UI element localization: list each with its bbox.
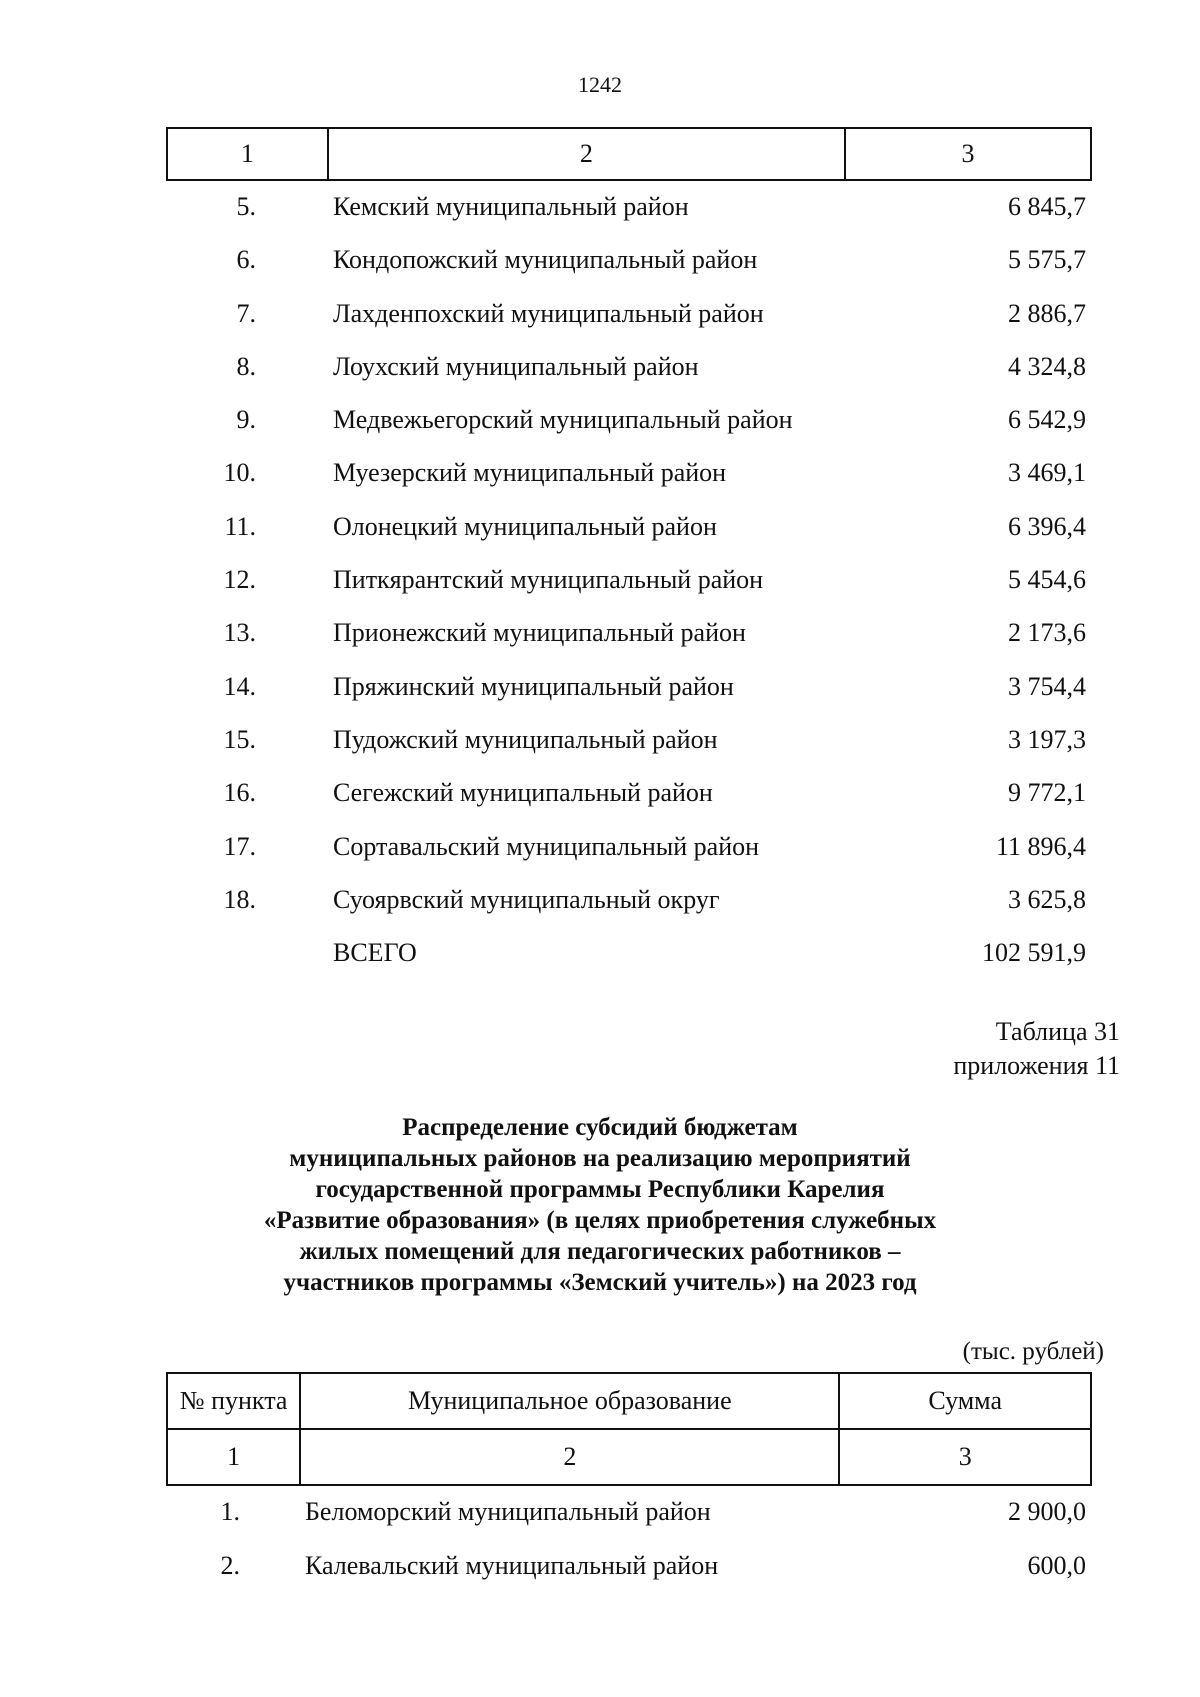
row-municipality: Муезерский муниципальный район (333, 458, 727, 488)
row-municipality: Сортавальский муниципальный район (333, 831, 760, 861)
row-amount: 5 454,6 (1008, 565, 1086, 595)
table-row (0, 618, 1200, 671)
row-amount: 6 542,9 (1008, 405, 1086, 435)
row-amount: 9 772,1 (1008, 778, 1086, 808)
row-amount: 2 886,7 (1008, 298, 1086, 328)
table-row (0, 1497, 1200, 1551)
row-amount: 3 625,8 (1008, 884, 1086, 914)
header-sum: Сумма (839, 1373, 1091, 1429)
title-line: «Развитие образования» (в целях приобретения служебных (263, 1207, 937, 1234)
header-col-2: 2 (328, 128, 845, 180)
row-number: 1. (220, 1497, 240, 1526)
row-amount: 11 896,4 (995, 831, 1086, 861)
header-col-1: 1 (167, 128, 328, 180)
row-municipality: Кемский муниципальный район (333, 192, 689, 221)
row-number: 14. (223, 671, 256, 701)
table-row (0, 405, 1200, 458)
row-number: 15. (223, 724, 256, 754)
row-municipality: Сегежский муниципальный район (333, 778, 713, 808)
table2-header (166, 1372, 1092, 1486)
row-amount: 6 845,7 (1008, 192, 1086, 221)
row-amount: 2 900,0 (1008, 1497, 1086, 1526)
row-number: 7. (236, 298, 256, 328)
row-amount: 6 396,4 (1008, 511, 1086, 541)
header-col-3: 3 (845, 128, 1091, 180)
row-number: 9. (236, 405, 256, 435)
table-row (0, 352, 1200, 405)
row-number: 8. (236, 351, 256, 381)
row-number: 10. (223, 458, 256, 488)
table-row (0, 672, 1200, 725)
continued-table-header (166, 127, 1092, 181)
row-amount: 4 324,8 (1008, 351, 1086, 381)
table-row (0, 458, 1200, 511)
table-row (0, 832, 1200, 885)
row-number: 12. (223, 565, 256, 595)
title-line: государственной программы Республики Карелия (315, 1176, 885, 1203)
row-municipality: Суоярвский муниципальный округ (333, 884, 720, 914)
row-number: 18. (223, 884, 256, 914)
row-number: 2. (220, 1551, 240, 1580)
row-number: 13. (223, 618, 256, 648)
title-line: жилых помещений для педагогических работников – (299, 1238, 901, 1265)
row-municipality: Калевальский муниципальный район (305, 1551, 719, 1580)
row-municipality: Медвежьегорский муниципальный район (333, 405, 793, 435)
row-amount: 102 591,9 (982, 938, 1086, 968)
caption-line-1: Таблица 31 (995, 1017, 1120, 1046)
table-row (0, 725, 1200, 778)
row-municipality: Прионежский муниципальный район (333, 618, 746, 648)
row-municipality: Пудожский муниципальный район (333, 724, 718, 754)
row-municipality: Кондопожский муниципальный район (333, 245, 758, 275)
row-number: 11. (224, 511, 256, 541)
row-number: 6. (236, 245, 256, 275)
table-row (0, 1551, 1200, 1605)
numbering-col-3: 3 (839, 1429, 1091, 1485)
title-line: участников программы «Земский учитель») на 2023 год (283, 1269, 917, 1296)
row-amount: 3 469,1 (1008, 458, 1086, 488)
numbering-col-2: 2 (300, 1429, 839, 1485)
row-amount: 3 754,4 (1008, 671, 1086, 701)
header-no: № пункта (167, 1373, 300, 1429)
row-amount: 3 197,3 (1008, 724, 1086, 754)
title-line: муниципальных районов на реализацию мероприятий (289, 1145, 911, 1172)
page-number: 1242 (578, 72, 622, 97)
row-amount: 2 173,6 (1008, 618, 1086, 648)
row-number: 16. (223, 778, 256, 808)
table-row (0, 192, 1200, 245)
row-amount: 5 575,7 (1008, 245, 1086, 275)
header-municipality: Муниципальное образование (300, 1373, 839, 1429)
row-municipality: ВСЕГО (333, 938, 417, 968)
row-municipality: Пряжинский муниципальный район (333, 671, 734, 701)
title-line: Распределение субсидий бюджетам (402, 1114, 798, 1141)
continued-table-body (0, 192, 1200, 991)
row-amount: 600,0 (1027, 1551, 1086, 1580)
table-row (0, 885, 1200, 938)
units-label: (тыс. рублей) (962, 1338, 1104, 1365)
row-number: 17. (223, 831, 256, 861)
table-title (0, 1112, 1200, 1298)
row-municipality: Питкярантский муниципальный район (333, 565, 764, 595)
table-row (0, 565, 1200, 618)
table-caption (953, 1015, 1120, 1083)
table-row (0, 512, 1200, 565)
table-row (0, 299, 1200, 352)
row-municipality: Лоухский муниципальный район (333, 351, 699, 381)
table-row (0, 938, 1200, 991)
table-row (0, 245, 1200, 298)
row-municipality: Лахденпохский муниципальный район (333, 298, 764, 328)
row-municipality: Беломорский муниципальный район (305, 1497, 711, 1526)
table2-body (0, 1497, 1200, 1605)
row-number: 5. (236, 192, 256, 221)
table-row (0, 778, 1200, 831)
numbering-col-1: 1 (167, 1429, 300, 1485)
caption-line-2: приложения 11 (953, 1051, 1120, 1080)
row-municipality: Олонецкий муниципальный район (333, 511, 717, 541)
